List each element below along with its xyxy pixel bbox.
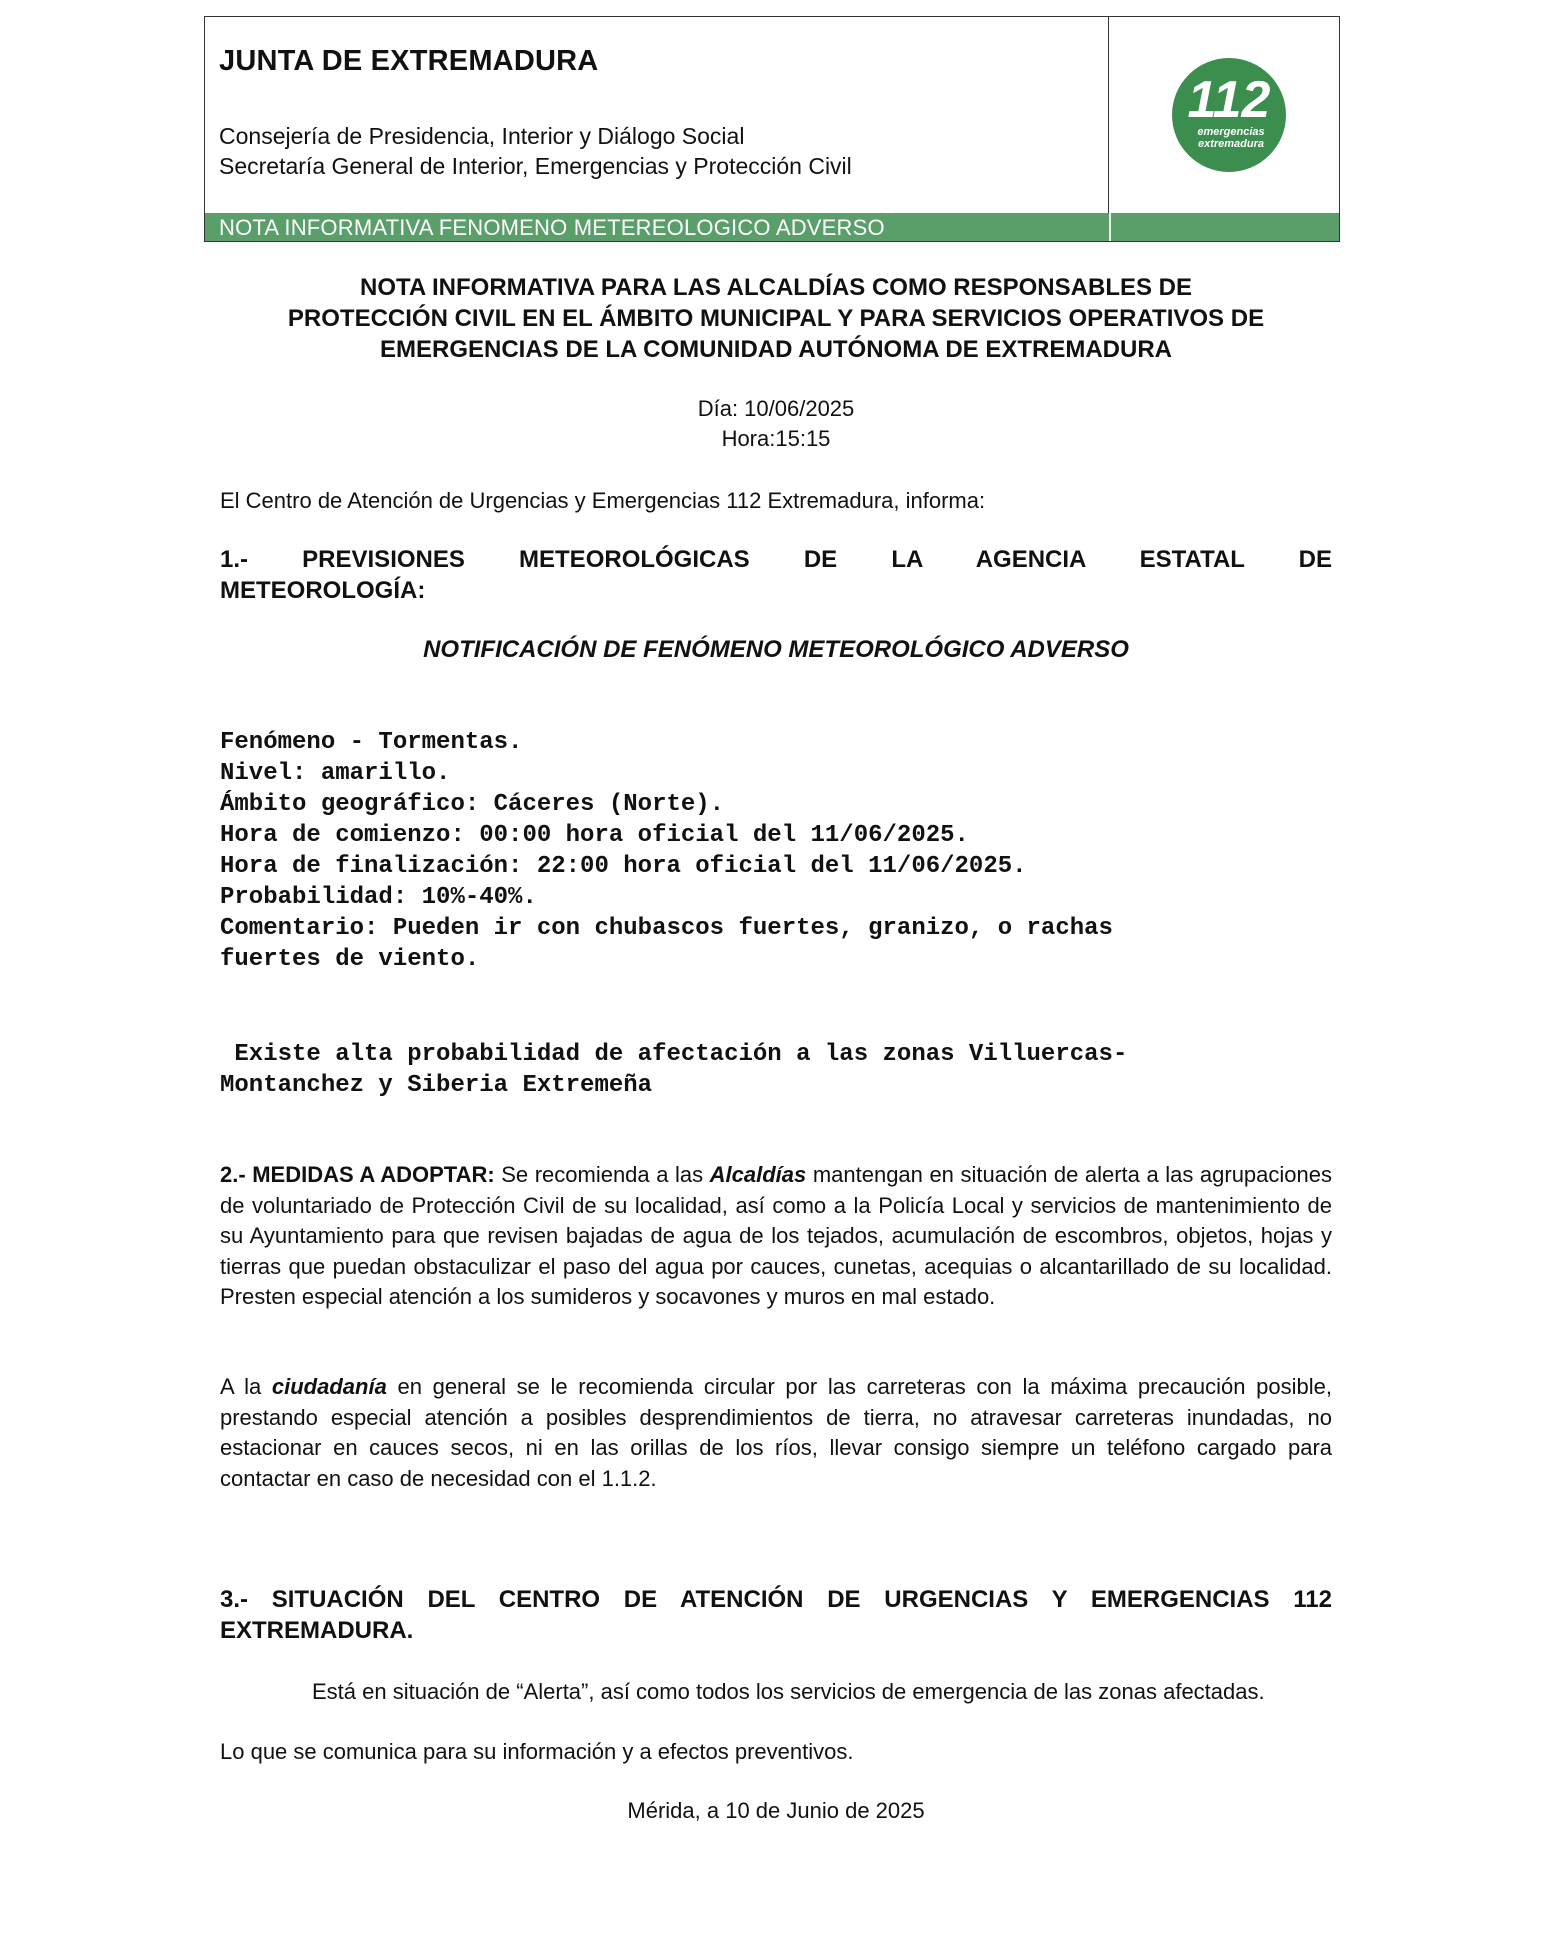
section-3-text: Está en situación de “Alerta”, así como todos los servicios de emergencia de las zonas afectadas. [312, 1679, 1265, 1704]
title-line-1: NOTA INFORMATIVA PARA LAS ALCALDÍAS COMO RESPONSABLES DE [360, 274, 1192, 301]
warning-comment-line-2: fuertes de viento. [220, 946, 480, 973]
logo-line1: emergencias [1197, 126, 1265, 138]
section-1-heading-line-1: 1.- PREVISIONES METEOROLÓGICAS DE LA AGENCIA ESTATAL DE [220, 546, 1332, 573]
closing-paragraph: Lo que se comunica para su información y a efectos preventivos. [220, 1739, 854, 1764]
header-bar-divider [1109, 213, 1111, 241]
title-line-2: PROTECCIÓN CIVIL EN EL ÁMBITO MUNICIPAL Y PARA SERVICIOS OPERATIVOS DE [287, 305, 1265, 332]
section-3-heading [220, 1584, 1332, 1646]
warning-area: Ámbito geográfico: Cáceres (Norte). [220, 791, 725, 818]
warning-details [220, 727, 1332, 975]
header-green-bar [205, 213, 1339, 241]
citizens-text-b: en general se le recomienda circular por las carreteras con la máxima precaución posible, prestando especial atención a posibles desprendimientos de tierra, no atravesar carreteras inundadas, no estacionar en cauces secos, ni en las orillas de los ríos, llevar consigo siempre un teléfono cargado para contactar en caso de necesidad con el 1.1.2. [220, 1374, 1332, 1491]
notification-title: NOTIFICACIÓN DE FENÓMENO METEOROLÓGICO ADVERSO [423, 636, 1129, 663]
document-date: Día: 10/06/2025 [697, 396, 855, 421]
affected-zones [220, 1039, 1332, 1101]
warning-comment-line-1: Comentario: Pueden ir con chubascos fuertes, granizo, o rachas [220, 915, 1113, 942]
letterhead [204, 16, 1340, 242]
consejeria-line: Consejería de Presidencia, Interior y Diálogo Social [219, 123, 745, 149]
warning-probability: Probabilidad: 10%-40%. [220, 884, 537, 911]
citizens-emphasis: ciudadanía [271, 1374, 387, 1399]
section-2-text-b: mantengan en situación de alerta a las agrupaciones de voluntariado de Protección Civil de su localidad, así como a la Policía Local y servicios de mantenimiento de su Ayuntamiento para que revisen bajadas de agua de los tejados, acumulación de escombros, objetos, hojas y tierras que puedan obstaculizar el paso del agua por cauces, cunetas, acequias o alcantarillado de su localidad. Presten especial atención a los sumideros y socavones y muros en mal estado. [220, 1162, 1332, 1309]
section-2-heading: 2.- MEDIDAS A ADOPTAR: [220, 1162, 495, 1187]
warning-phenomenon: Fenómeno - Tormentas. [220, 729, 523, 756]
secretaria-line: Secretaría General de Interior, Emergencias y Protección Civil [219, 153, 852, 179]
section-1-heading-line-2: METEOROLOGÍA: [220, 577, 426, 604]
citizens-text-a: A la [220, 1374, 272, 1399]
letterhead-logo-cell [1109, 17, 1339, 213]
section-2-text-a: Se recomienda a las [494, 1162, 710, 1187]
logo-number: 112 [1187, 71, 1271, 129]
section-1-heading [220, 544, 1332, 606]
organization-title: JUNTA DE EXTREMADURA [219, 45, 599, 77]
intro-paragraph: El Centro de Atención de Urgencias y Emergencias 112 Extremadura, informa: [220, 488, 986, 513]
affected-zones-line-2: Montanchez y Siberia Extremeña [220, 1072, 653, 1099]
section-3-heading-line-2: EXTREMADURA. [220, 1617, 414, 1644]
document-title [220, 272, 1332, 365]
warning-start: Hora de comienzo: 00:00 hora oficial del 11/06/2025. [220, 822, 969, 849]
title-line-3: EMERGENCIAS DE LA COMUNIDAD AUTÓNOMA DE EXTREMADURA [380, 336, 1172, 363]
warning-end: Hora de finalización: 22:00 hora oficial del 11/06/2025. [220, 853, 1027, 880]
letterhead-text-cell [205, 17, 1109, 213]
warning-level: Nivel: amarillo. [220, 760, 451, 787]
emergencias-112-logo [1171, 57, 1287, 173]
citizens-paragraph [220, 1372, 1332, 1494]
section-2-paragraph [220, 1160, 1332, 1313]
header-bar-label: NOTA INFORMATIVA FENOMENO METEREOLOGICO ADVERSO [219, 215, 885, 240]
document-time: Hora:15:15 [721, 426, 831, 451]
section-2-emphasis: Alcaldías [709, 1162, 807, 1187]
affected-zones-line-1: Existe alta probabilidad de afectación a las zonas Villuercas- [220, 1041, 1128, 1068]
section-3-heading-line-1: 3.- SITUACIÓN DEL CENTRO DE ATENCIÓN DE URGENCIAS Y EMERGENCIAS 112 [220, 1586, 1332, 1613]
logo-line2: extremadura [1197, 138, 1265, 150]
place-and-date: Mérida, a 10 de Junio de 2025 [627, 1798, 925, 1823]
